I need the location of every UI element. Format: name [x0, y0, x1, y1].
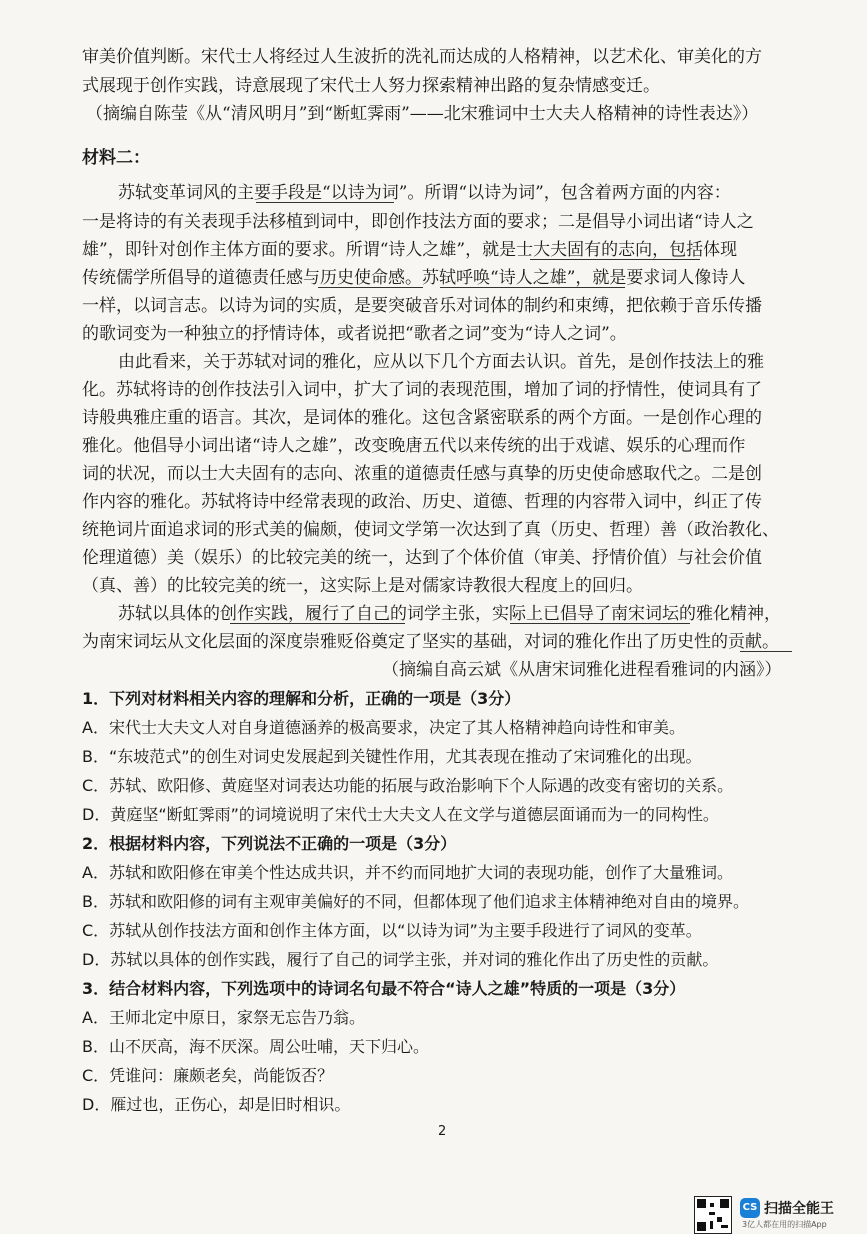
source-citation-1: （摘编自陈莹《从“清风明月”到“断虹霁雨”——北宋雅词中士大夫人格精神的诗性表达》）	[86, 104, 759, 124]
question-2-option-d: D．苏轼以具体的创作实践，履行了自己的词学主张，并对词的雅化作出了历史性的贡献。	[82, 950, 719, 969]
pen-underline	[530, 259, 700, 260]
material2-line: 化。苏轼将诗的创作技法引入词中，扩大了词的表现范围，增加了词的抒情性，使词具有了	[82, 380, 762, 400]
question-2-option-a: A．苏轼和欧阳修在审美个性达成共识，并不约而同地扩大词的表现功能，创作了大量雅词。	[82, 863, 733, 882]
material2-heading: 材料二：	[82, 148, 150, 168]
material2-line: 苏轼变革词风的主要手段是“以诗为词”。所谓“以诗为词”，包含着两方面的内容：	[118, 183, 731, 203]
material2-line: 的歌词变为一种独立的抒情诗体，或者说把“歌者之词”变为“诗人之词”。	[82, 324, 627, 344]
question-3-option-d: D．雁过也，正伤心，却是旧时相识。	[82, 1095, 351, 1114]
question-3-title: 3．结合材料内容，下列选项中的诗词名句最不符合“诗人之雄”特质的一项是（3分）	[82, 979, 686, 998]
question-2-title: 2．根据材料内容，下列说法不正确的一项是（3分）	[82, 834, 457, 853]
material2-line: 传统儒学所倡导的道德责任感与历史使命感。苏轼呼唤“诗人之雄”，就是要求词人像诗人	[82, 268, 746, 288]
camscanner-logo-icon: CS	[740, 1198, 760, 1218]
question-3-option-b: B．山不厌高，海不厌深。周公吐哺，天下归心。	[82, 1037, 429, 1056]
question-1-option-c: C．苏轼、欧阳修、黄庭坚对词表达功能的拓展与政治影响下个人际遇的改变有密切的关系。	[82, 776, 734, 795]
passage-line: 式展现于创作实践，诗意展现了宋代士人努力探索精神出路的复杂情感变迁。	[82, 76, 660, 96]
pen-underline	[318, 287, 423, 288]
material2-line: 为南宋词坛从文化层面的深度崇雅贬俗奠定了坚实的基础，对词的雅化作出了历史性的贡献。	[82, 632, 779, 652]
pen-underline	[230, 623, 405, 624]
material2-line: 诗般典雅庄重的语言。其次，是词体的雅化。这包含紧密联系的两个方面。一是创作心理的	[82, 408, 762, 428]
question-2-option-b: B．苏轼和欧阳修的词有主观审美偏好的不同，但都体现了他们追求主体精神绝对自由的境界。	[82, 892, 749, 911]
material2-line: （真、善）的比较完美的统一，这实际上是对儒家诗教很大程度上的回归。	[82, 576, 643, 596]
question-3-option-c: C．凭谁问：廉颇老矣，尚能饭否？	[82, 1066, 334, 1085]
material2-line: 一是将诗的有关表现手法移植到词中，即创作技法方面的要求；二是倡导小词出诸“诗人之	[82, 212, 754, 232]
question-2-option-c: C．苏轼从创作技法方面和创作主体方面，以“以诗为词”为主要手段进行了词风的变革。	[82, 921, 702, 940]
material2-line: 雅化。他倡导小词出诸“诗人之雄”，改变晚唐五代以来传统的出于戏谑、娱乐的心理而作	[82, 436, 746, 456]
pen-underline	[440, 287, 625, 288]
pen-underline	[256, 202, 394, 203]
material2-line: 伦理道德）美（娱乐）的比较完美的统一，达到了个体价值（审美、抒情价值）与社会价值	[82, 548, 762, 568]
page-number: 2	[438, 1124, 447, 1139]
qr-code-icon	[694, 1196, 732, 1234]
material2-line: 词的状况，而以士大夫固有的志向、浓重的道德责任感与真挚的历史使命感取代之。二是创	[82, 464, 762, 484]
material2-line: 统艳词片面追求词的形式美的偏颇，使词文学第一次达到了真（历史、哲理）善（政治教化、	[82, 520, 779, 540]
material2-line: 雄”，即针对创作主体方面的要求。所谓“诗人之雄”，就是士大夫固有的志向，包括体现	[82, 240, 738, 260]
question-1-option-d: D．黄庭坚“断虹霁雨”的词境说明了宋代士大夫文人在文学与道德层面诵而为一的同构性。	[82, 805, 719, 824]
source-citation-2: （摘编自高云斌《从唐宋词雅化进程看雅词的内涵》）	[382, 660, 782, 680]
material2-line: 苏轼以具体的创作实践，履行了自己的词学主张，实际上已倡导了南宋词坛的雅化精神，	[118, 604, 781, 624]
material2-line: 一样，以词言志。以诗为词的实质，是要突破音乐对词体的制约和束缚，把依赖于音乐传播	[82, 296, 762, 316]
question-1-title: 1．下列对材料相关内容的理解和分析，正确的一项是（3分）	[82, 689, 521, 708]
camscanner-tagline: 3亿人都在用的扫描App	[742, 1220, 827, 1229]
pen-underline	[510, 623, 690, 624]
question-1-option-a: A．宋代士大夫文人对自身道德涵养的极高要求，决定了其人格精神趋向诗性和审美。	[82, 718, 685, 737]
camscanner-app-name: 扫描全能王	[764, 1201, 834, 1217]
question-1-option-b: B．“东坡范式”的创生对词史发展起到关键性作用，尤其表现在推动了宋词雅化的出现。	[82, 747, 702, 766]
question-3-option-a: A．王师北定中原日，家祭无忘告乃翁。	[82, 1008, 365, 1027]
passage-line: 审美价值判断。宋代士人将经过人生波折的洗礼而达成的人格精神，以艺术化、审美化的方	[82, 47, 762, 67]
material2-line: 由此看来，关于苏轼对词的雅化，应从以下几个方面去认识。首先，是创作技法上的雅	[118, 352, 764, 372]
material2-line: 作内容的雅化。苏轼将诗中经常表现的政治、历史、道德、哲理的内容带入词中，纠正了传	[82, 492, 762, 512]
pen-underline	[740, 651, 792, 652]
